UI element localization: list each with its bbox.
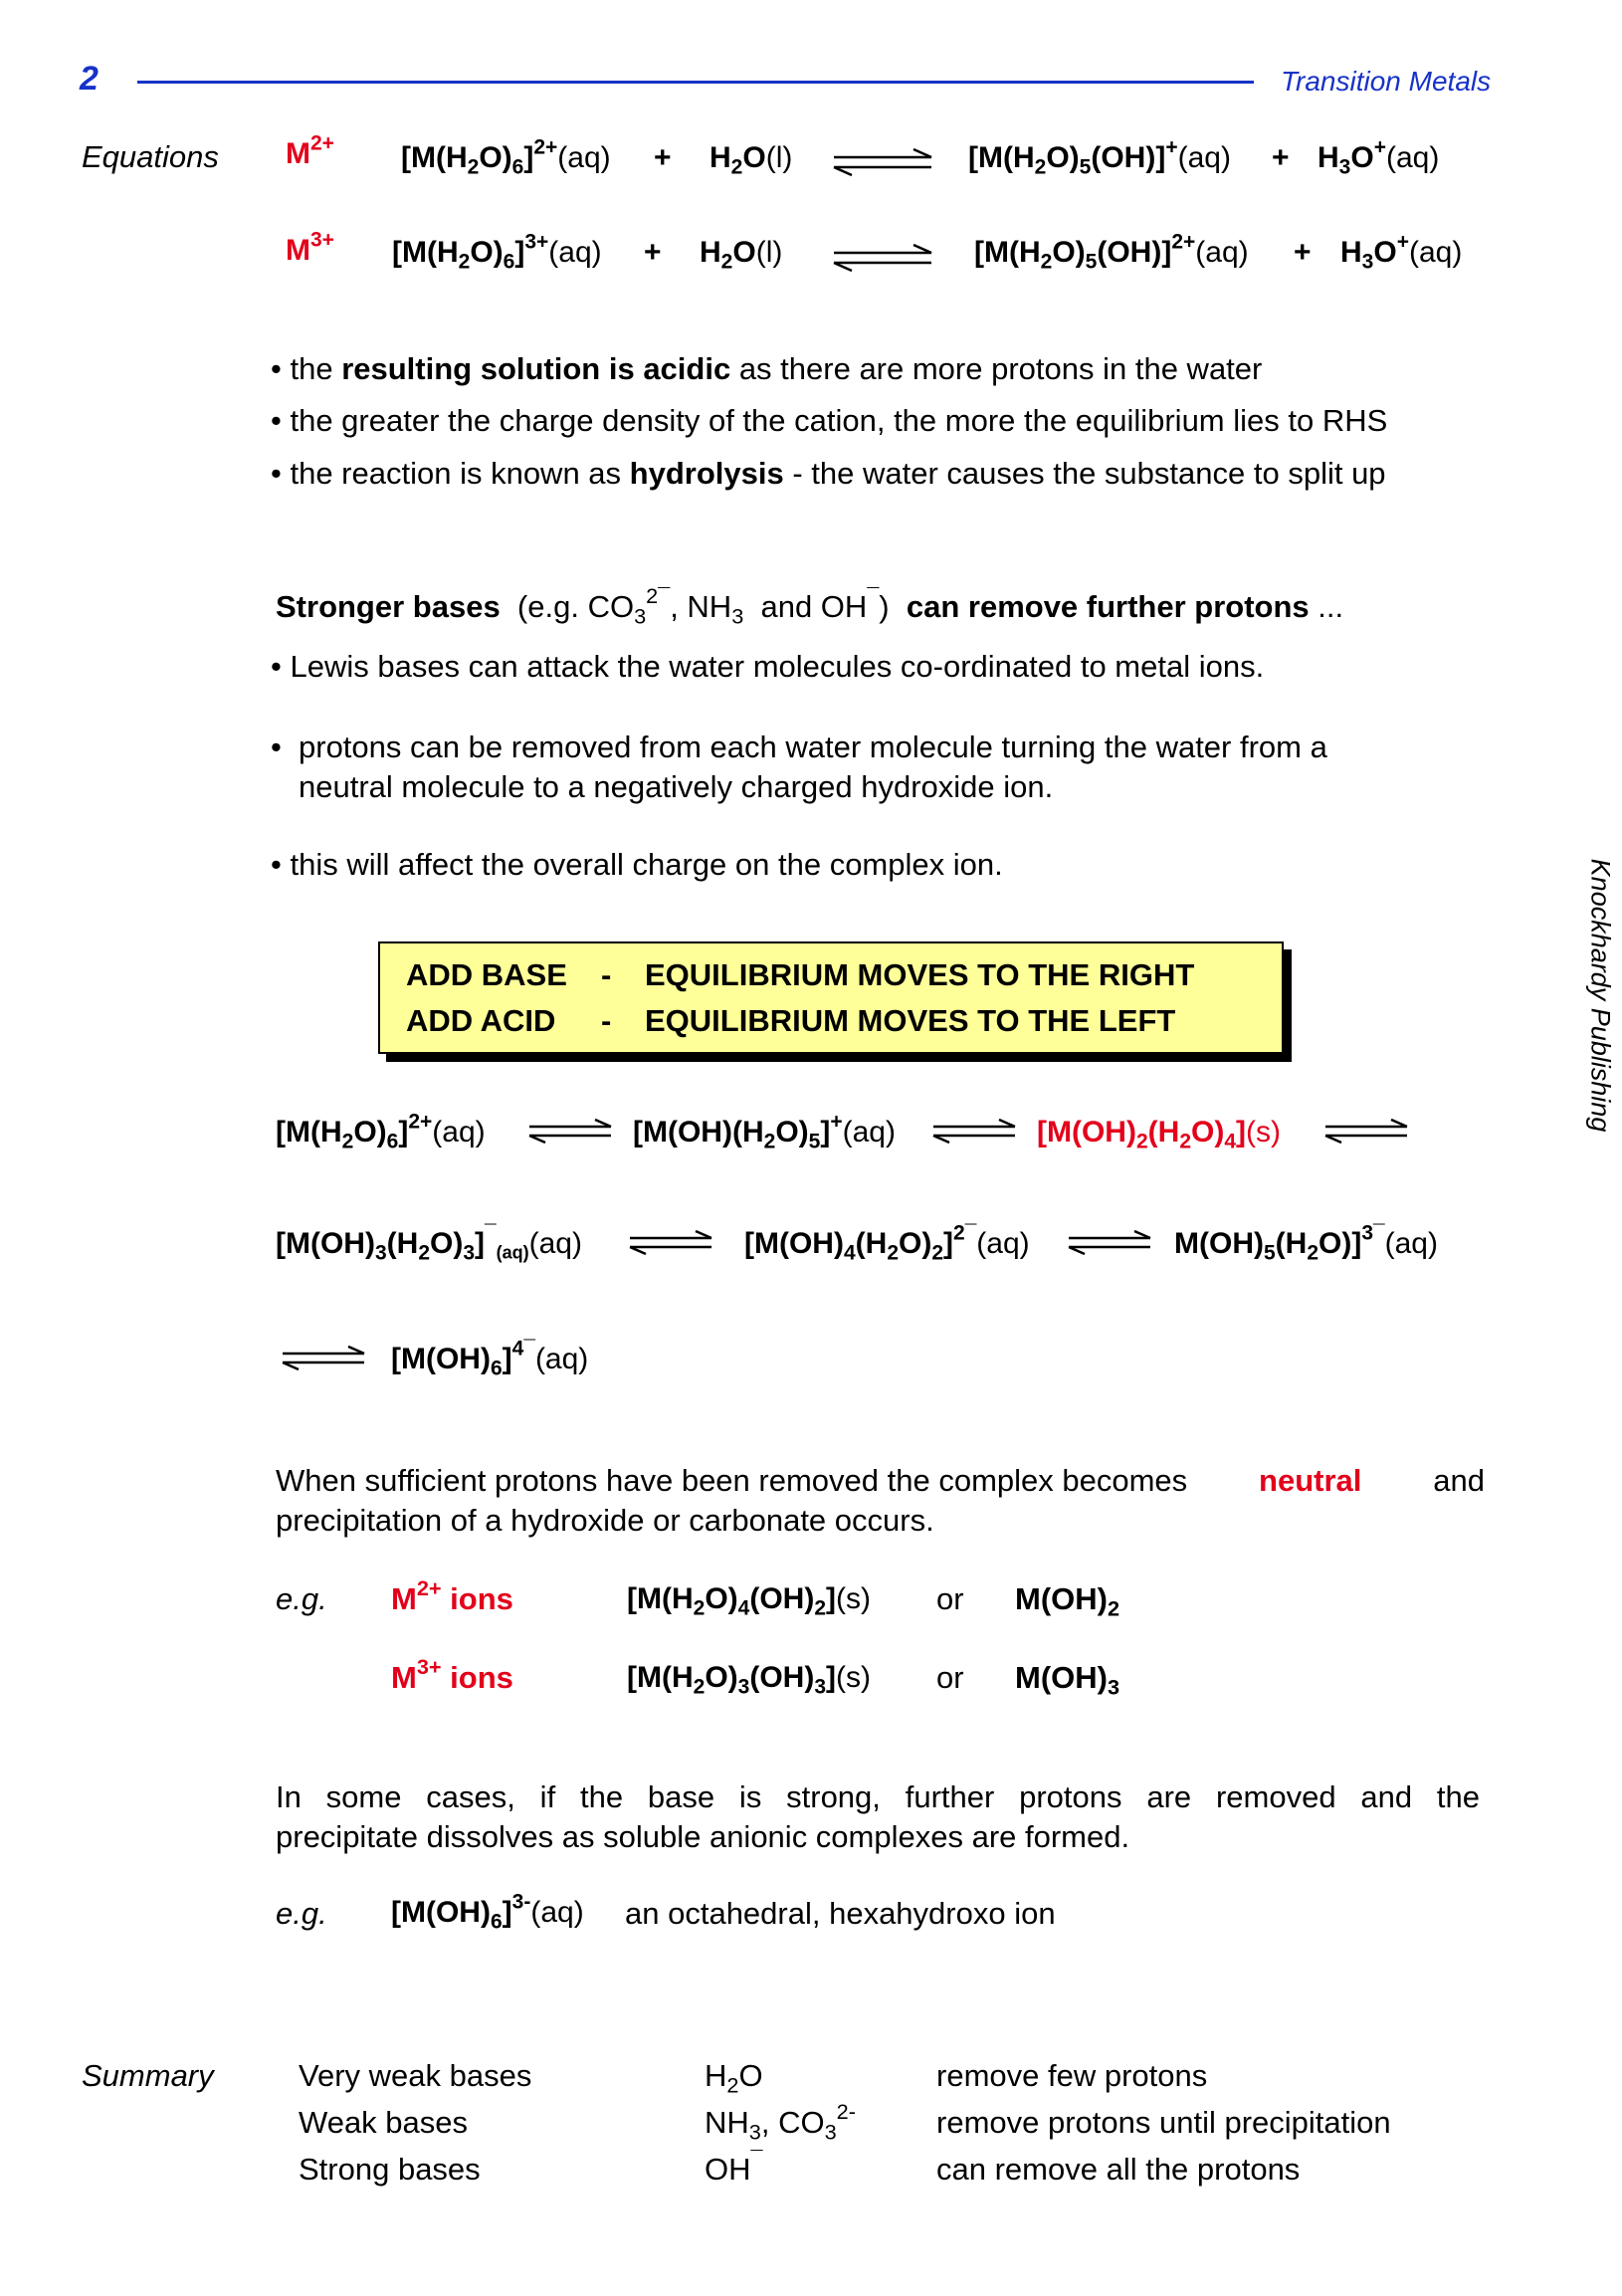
eq1-plus2: + [1272,141,1290,174]
seq-species-1: $[M(H_2O)_6]^{2+}(aq)$ [276,1110,486,1153]
stronger-bases-line: Stronger bases (e.g. $CO_3^{2¯}$, $NH_3$ and OH¯) can remove further protons ... [276,582,1344,629]
hexahydroxo-desc: an octahedral, hexahydroxo ion [625,1896,1056,1931]
eq2-plus1: + [644,236,662,269]
box-moves-right: EQUILIBRIUM MOVES TO THE RIGHT [645,957,1195,992]
example-m2-ions: $M^{2+}$ ions [391,1574,513,1616]
page-number: 2 [80,60,99,98]
eq2-ion: $M^{3+}$ [286,228,334,267]
example-or-1: or [936,1581,964,1616]
eq2-water: $H_2O(l)$ [700,236,783,274]
example-or-2: or [936,1660,964,1695]
example-m3-complex: $[M(H_2O)_3(OH)_3](s)$ [627,1661,871,1699]
summary-example-2: $NH_3$, $CO_3^{2-}$ [705,2098,856,2145]
seq-species-5: $[M(OH)_4(H_2O)_2]^{2¯}(aq)$ [744,1221,1030,1265]
example-m2-formula: $M(OH)_2$ [1015,1581,1120,1621]
equations-label: Equations [82,139,219,174]
summary-type-1: Very weak bases [299,2058,532,2093]
box-add-acid: ADD ACID [406,1003,556,1038]
summary-type-3: Strong bases [299,2152,481,2187]
eq1-hydronium: $H_3O^+(aq)$ [1318,135,1440,179]
example-m2-complex: $[M(H_2O)_4(OH)_2](s)$ [627,1582,871,1620]
seq-arrow-6 [281,1346,368,1376]
eq2-product: $[M(H_2O)_5(OH)]^{2+}(aq)$ [974,230,1249,274]
seq-arrow-3 [1323,1119,1411,1149]
bullet-hydrolysis: • the reaction is known as hydrolysis - the water causes the substance to split up [271,456,1386,491]
section-title: Transition Metals [1281,66,1492,97]
seq-species-6: $M(OH)_5(H_2O)]^{3¯}(aq)$ [1174,1221,1438,1265]
seq-arrow-1 [527,1119,615,1149]
summary-type-2: Weak bases [299,2105,469,2140]
eg-label-2: e.g. [276,1896,327,1931]
eq1-ion: $M^{2+}$ [286,131,334,170]
eq1-reactant: $[M(H_2O)_6]^{2+}(aq)$ [401,135,611,179]
bullet-lewis-bases: • Lewis bases can attack the water molecules co-ordinated to metal ions. [271,649,1265,684]
neutral-para-line2: precipitation of a hydroxide or carbonate occurs. [276,1503,934,1538]
seq-species-4: $[M(OH)_3(H_2O)_3]^¯_{(aq)}(aq)$ [276,1221,582,1265]
eq2-plus2: + [1294,236,1312,269]
some-cases-line1: In some cases, if the base is strong, further protons are removed and the [276,1779,1480,1814]
hexahydroxo-formula: $[M(OH)_6]^{3-}(aq)$ [391,1890,584,1934]
bullet-acidic: • the resulting solution is acidic as there are more protons in the water [271,351,1263,386]
some-cases-line2: precipitate dissolves as soluble anionic complexes are formed. [276,1819,1130,1854]
equilibrium-box [378,941,1284,1054]
example-m3-ions: $M^{3+}$ ions [391,1653,513,1695]
seq-species-2: $[M(OH)(H_2O)_5]^+(aq)$ [633,1110,896,1153]
bullet-protons-removed: • protons can be removed from each water molecule turning the water from a neutral molecule to a negatively charged hydroxide ion. [271,730,1327,804]
example-m3-formula: $M(OH)_3$ [1015,1660,1120,1700]
eq2-reactant: $[M(H_2O)_6]^{3+}(aq)$ [392,230,602,274]
box-dash-1: - [601,957,612,992]
eq2-equilibrium-arrow [832,243,935,278]
summary-label: Summary [82,2058,214,2093]
eq1-plus1: + [654,141,672,174]
eq1-product: $[M(H_2O)_5(OH)]^+(aq)$ [968,135,1231,179]
seq-species-3-precipitate: $[M(OH)_2(H_2O)_4](s)$ [1037,1116,1281,1153]
eq2-hydronium: $H_3O^+(aq)$ [1340,230,1463,274]
eq1-water: $H_2O(l)$ [710,141,793,179]
box-moves-left: EQUILIBRIUM MOVES TO THE LEFT [645,1003,1176,1038]
summary-effect-2: remove protons until precipitation [936,2105,1391,2140]
eg-label-1: e.g. [276,1581,327,1616]
seq-arrow-2 [931,1119,1019,1149]
summary-example-1: $H_2O$ [705,2058,763,2098]
summary-effect-3: can remove all the protons [936,2152,1301,2187]
box-add-base: ADD BASE [406,957,567,992]
seq-arrow-5 [1067,1230,1154,1261]
bullet-overall-charge: • this will affect the overall charge on the complex ion. [271,847,1003,882]
bullet-charge-density: • the greater the charge density of the cation, the more the equilibrium lies to RHS [271,403,1388,438]
seq-species-7: $[M(OH)_6]^{4¯}(aq)$ [391,1337,589,1380]
neutral-para-line1: When sufficient protons have been removed the complex becomes neutral and [276,1463,1485,1498]
box-dash-2: - [601,1003,612,1038]
summary-effect-1: remove few protons [936,2058,1208,2093]
summary-example-3: OH¯ [705,2145,763,2187]
seq-arrow-4 [628,1230,715,1261]
eq1-equilibrium-arrow [832,147,935,182]
publisher-side-text: Knockhardy Publishing [1585,858,1616,1133]
header-rule [137,81,1254,84]
